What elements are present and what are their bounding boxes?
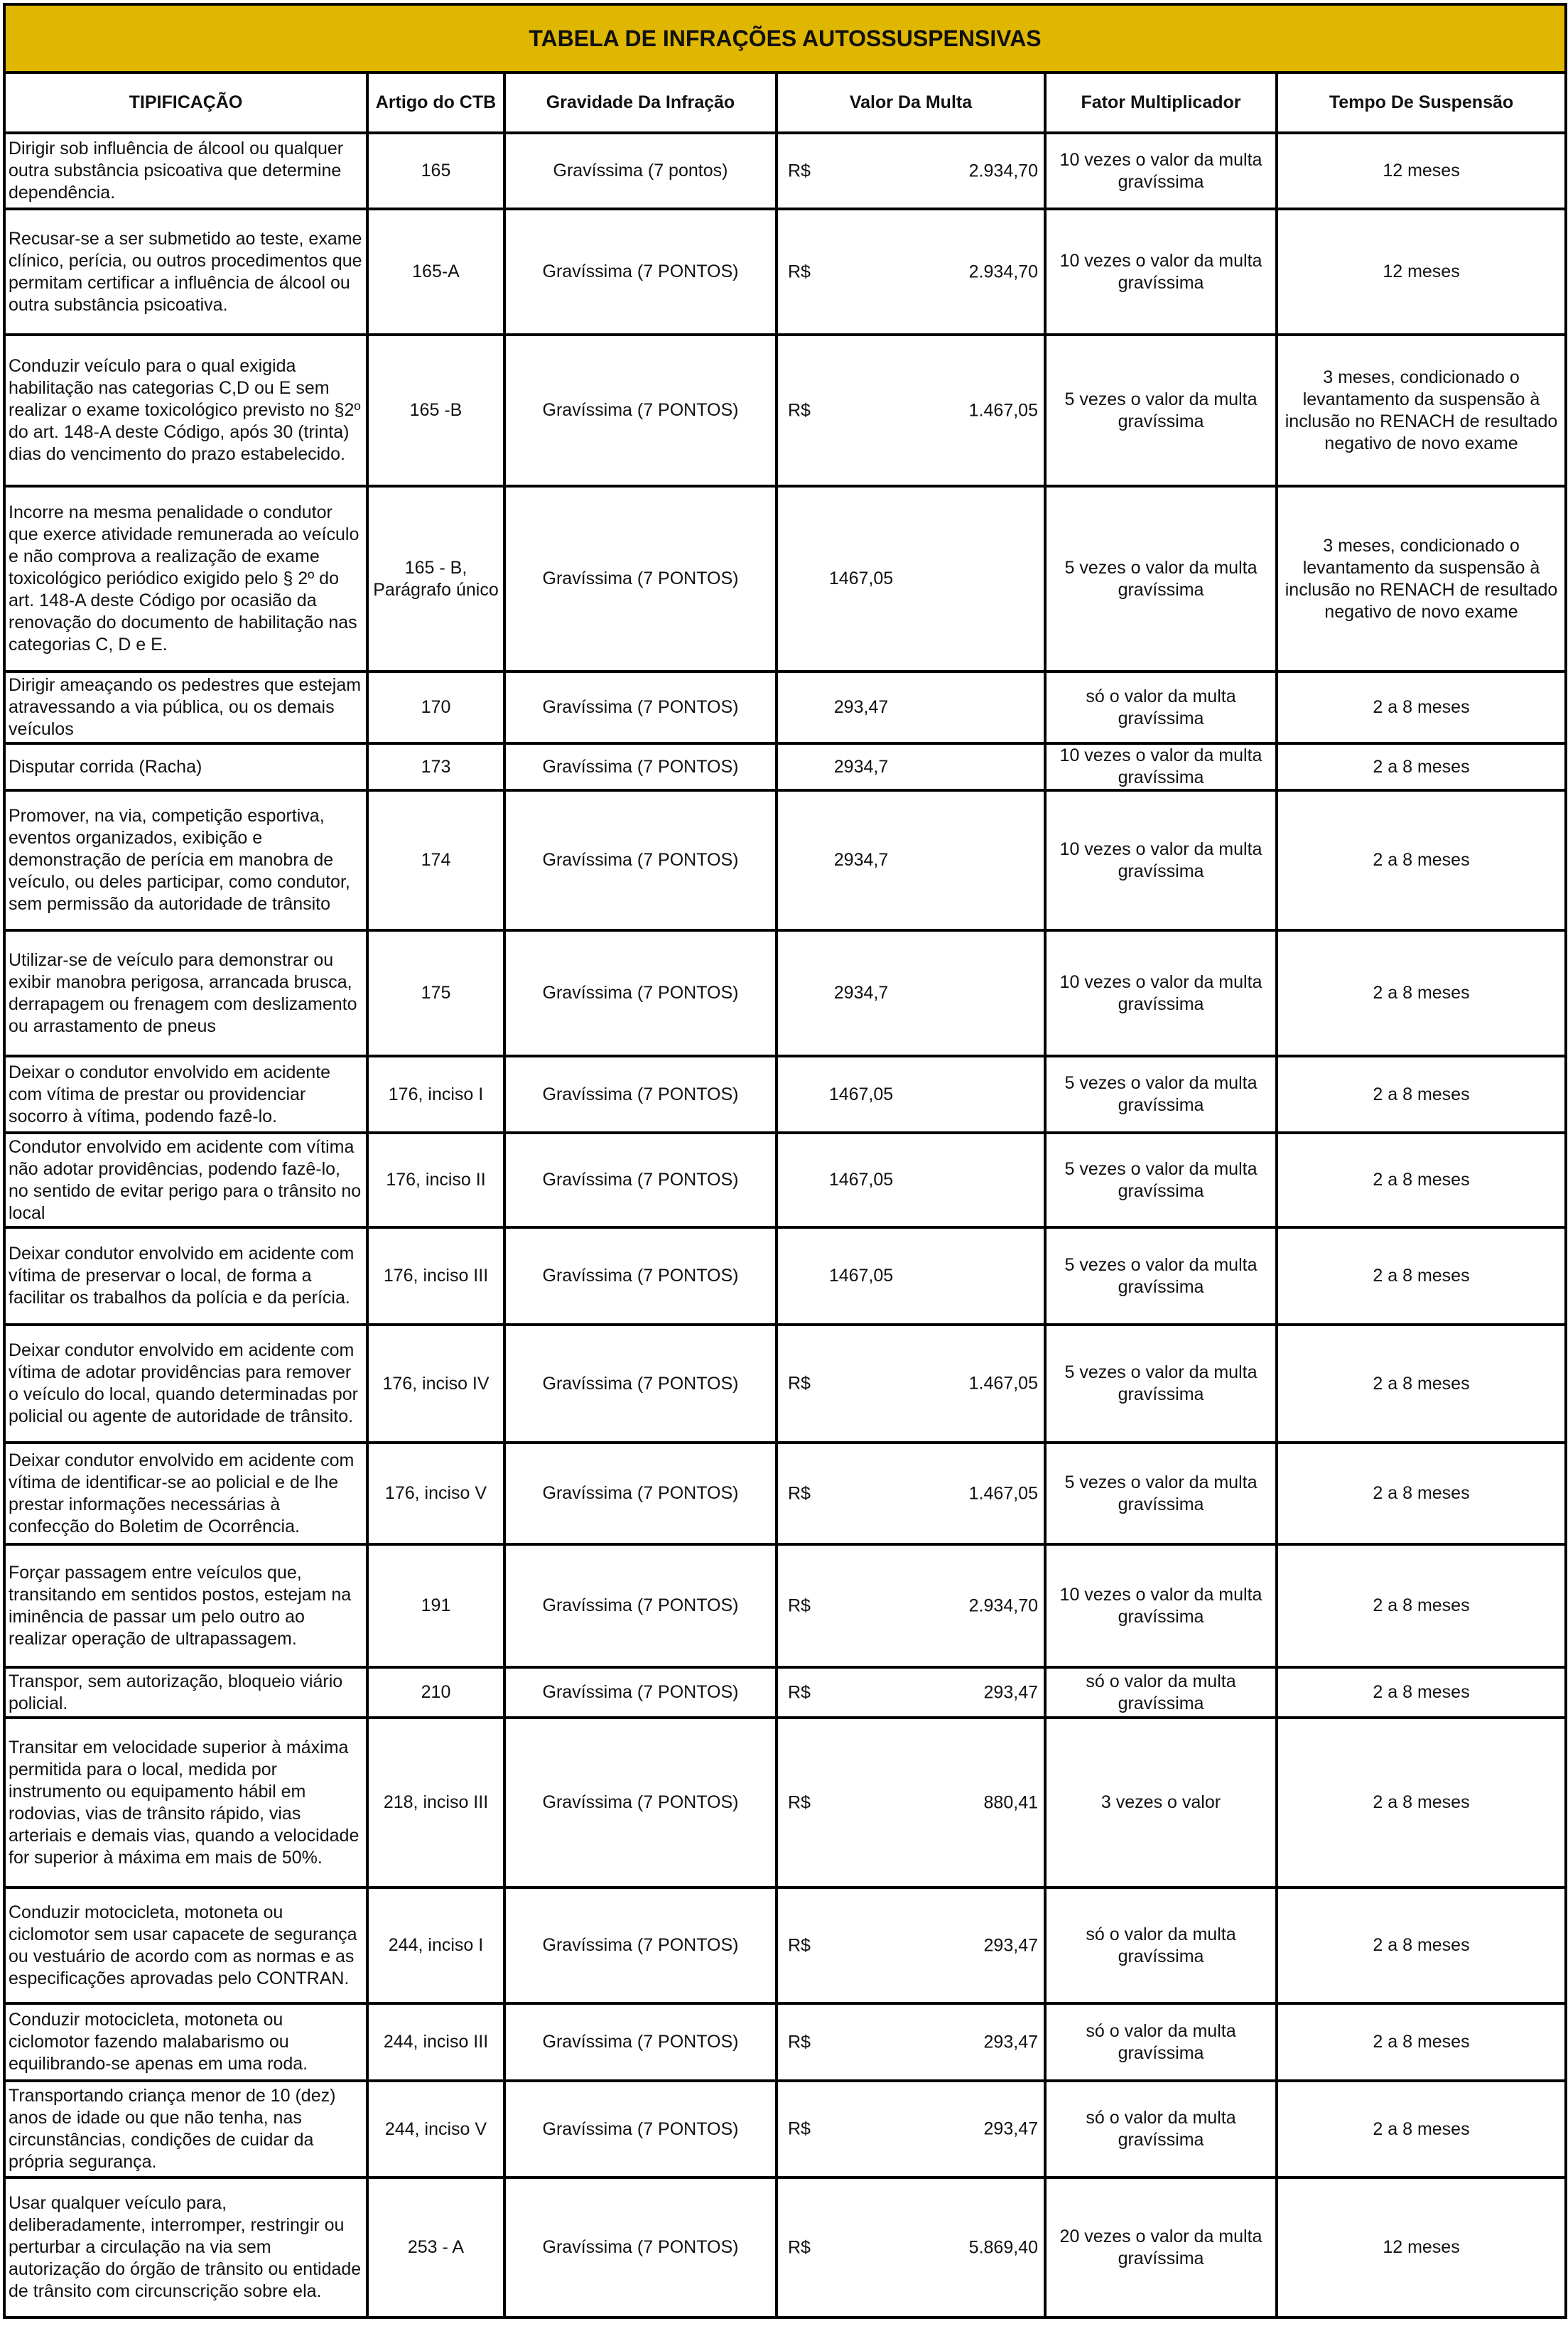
fine-amount: 1.467,05 <box>968 1483 1038 1503</box>
cell-fator: só o valor da multa gravíssima <box>1045 672 1277 743</box>
table-row <box>4 1718 1566 1888</box>
table-row <box>4 930 1566 1056</box>
cell-fator: 10 vezes o valor da multa gravíssima <box>1045 209 1277 335</box>
cell-gravidade: Gravíssima (7 PONTOS) <box>504 335 777 486</box>
cell-tempo: 2 a 8 meses <box>1277 1443 1566 1544</box>
cell-valor <box>777 1718 1045 1888</box>
cell-gravidade: Gravíssima (7 PONTOS) <box>504 1133 777 1227</box>
table-row <box>4 790 1566 930</box>
cell-fator: 10 vezes o valor da multa gravíssima <box>1045 1544 1277 1667</box>
header-artigo: Artigo do CTB <box>367 72 504 133</box>
table-row <box>4 335 1566 486</box>
fine-amount: 2.934,70 <box>968 262 1038 281</box>
header-fator: Fator Multiplicador <box>1045 72 1277 133</box>
cell-artigo: 165 -B <box>367 335 504 486</box>
cell-tempo: 2 a 8 meses <box>1277 1718 1566 1888</box>
cell-tempo: 2 a 8 meses <box>1277 1056 1566 1133</box>
table-row <box>4 1056 1566 1133</box>
cell-artigo: 176, inciso I <box>367 1056 504 1133</box>
fine-amount: 2.934,70 <box>968 161 1038 181</box>
cell-artigo: 170 <box>367 672 504 743</box>
cell-tipificacao: Deixar condutor envolvido em acidente com vítima de preservar o local, de forma a facilitar os trabalhos da polícia e da perícia. <box>4 1227 367 1325</box>
cell-tipificacao: Deixar o condutor envolvido em acidente com vítima de prestar ou providenciar socorro à vítima, podendo fazê-lo. <box>4 1056 367 1133</box>
cell-tipificacao: Conduzir motocicleta, motoneta ou ciclomotor fazendo malabarismo ou equilibrando-se apenas em uma roda. <box>4 2003 367 2081</box>
fine-amount: 293,47 <box>983 1682 1038 1702</box>
cell-fator: 5 vezes o valor da multa gravíssima <box>1045 1227 1277 1325</box>
fine-amount: 293,47 <box>833 697 889 717</box>
cell-tipificacao: Disputar corrida (Racha) <box>4 743 367 790</box>
fine-amount: 293,47 <box>983 2118 1038 2139</box>
table-row <box>4 209 1566 335</box>
cell-valor <box>777 335 1045 486</box>
fine-amount: 2934,7 <box>833 983 889 1003</box>
cell-tipificacao: Conduzir veículo para o qual exigida habilitação nas categorias C,D ou E sem realizar o exame toxicológico previsto no §2º do art. 148-A deste Código, após 30 (trinta) dias do vencimento do prazo estabelecido. <box>4 335 367 486</box>
fine-amount: 1467,05 <box>828 569 894 588</box>
cell-tempo: 12 meses <box>1277 133 1566 209</box>
cell-gravidade: Gravíssima (7 PONTOS) <box>504 1888 777 2003</box>
currency-symbol: R$ <box>788 2118 811 2139</box>
fine-amount: 1467,05 <box>828 1266 894 1286</box>
table-row <box>4 1544 1566 1667</box>
table-row <box>4 2081 1566 2177</box>
currency-symbol: R$ <box>788 1682 811 1702</box>
cell-fator: só o valor da multa gravíssima <box>1045 1888 1277 2003</box>
cell-artigo: 176, inciso II <box>367 1133 504 1227</box>
cell-valor <box>777 1443 1045 1544</box>
currency-symbol: R$ <box>788 262 811 281</box>
cell-tempo: 2 a 8 meses <box>1277 2081 1566 2177</box>
fine-amount: 293,47 <box>983 1935 1038 1955</box>
cell-tipificacao: Promover, na via, competição esportiva, eventos organizados, exibição e demonstração de perícia em manobra de veículo, ou deles participar, como condutor, sem permissão da autoridade de trânsito <box>4 790 367 930</box>
cell-valor <box>777 1544 1045 1667</box>
currency-symbol: R$ <box>788 1373 811 1394</box>
table-row <box>4 1227 1566 1325</box>
cell-artigo: 175 <box>367 930 504 1056</box>
cell-fator: 10 vezes o valor da multa gravíssima <box>1045 930 1277 1056</box>
cell-tempo: 3 meses, condicionado o levantamento da suspensão à inclusão no RENACH de resultado negativo de novo exame <box>1277 335 1566 486</box>
cell-gravidade: Gravíssima (7 PONTOS) <box>504 486 777 672</box>
cell-tipificacao: Deixar condutor envolvido em acidente com vítima de adotar providências para remover o veículo do local, quando determinadas por policial ou agente de autoridade de trânsito. <box>4 1325 367 1443</box>
cell-fator: 5 vezes o valor da multa gravíssima <box>1045 486 1277 672</box>
cell-valor <box>777 486 1045 672</box>
table-title: TABELA DE INFRAÇÕES AUTOSSUSPENSIVAS <box>4 4 1566 72</box>
cell-fator: 5 vezes o valor da multa gravíssima <box>1045 335 1277 486</box>
cell-tempo: 2 a 8 meses <box>1277 1325 1566 1443</box>
currency-symbol: R$ <box>788 2032 811 2052</box>
cell-gravidade: Gravíssima (7 PONTOS) <box>504 1443 777 1544</box>
cell-tipificacao: Transpor, sem autorização, bloqueio viário policial. <box>4 1667 367 1718</box>
cell-valor <box>777 790 1045 930</box>
cell-tipificacao: Utilizar-se de veículo para demonstrar ou exibir manobra perigosa, arrancada brusca, derrapagem ou frenagem com deslizamento ou arrastamento de pneus <box>4 930 367 1056</box>
cell-tipificacao: Conduzir motocicleta, motoneta ou ciclomotor sem usar capacete de segurança ou vestuário de acordo com as normas e as especificações aprovadas pelo CONTRAN. <box>4 1888 367 2003</box>
cell-gravidade: Gravíssima (7 PONTOS) <box>504 790 777 930</box>
cell-tempo: 12 meses <box>1277 209 1566 335</box>
cell-artigo: 244, inciso V <box>367 2081 504 2177</box>
cell-valor <box>777 209 1045 335</box>
fine-amount: 5.869,40 <box>968 2237 1038 2257</box>
cell-artigo: 176, inciso III <box>367 1227 504 1325</box>
table-row <box>4 2003 1566 2081</box>
cell-valor <box>777 743 1045 790</box>
table-body <box>4 133 1566 2317</box>
cell-gravidade: Gravíssima (7 PONTOS) <box>504 1325 777 1443</box>
cell-artigo: 253 - A <box>367 2177 504 2317</box>
cell-artigo: 165-A <box>367 209 504 335</box>
cell-fator: 5 vezes o valor da multa gravíssima <box>1045 1056 1277 1133</box>
currency-symbol: R$ <box>788 161 811 181</box>
header-tempo: Tempo De Suspensão <box>1277 72 1566 133</box>
cell-artigo: 176, inciso V <box>367 1443 504 1544</box>
cell-artigo: 174 <box>367 790 504 930</box>
table-row <box>4 1325 1566 1443</box>
cell-fator: 10 vezes o valor da multa gravíssima <box>1045 790 1277 930</box>
cell-gravidade: Gravíssima (7 PONTOS) <box>504 930 777 1056</box>
cell-artigo: 218, inciso III <box>367 1718 504 1888</box>
cell-gravidade: Gravíssima (7 pontos) <box>504 133 777 209</box>
cell-fator: só o valor da multa gravíssima <box>1045 2081 1277 2177</box>
table-row <box>4 1443 1566 1544</box>
header-tipificacao: TIPIFICAÇÃO <box>4 72 367 133</box>
cell-tipificacao: Condutor envolvido em acidente com vítima não adotar providências, podendo fazê-lo, no sentido de evitar perigo para o trânsito no local <box>4 1133 367 1227</box>
cell-gravidade: Gravíssima (7 PONTOS) <box>504 743 777 790</box>
cell-tempo: 2 a 8 meses <box>1277 1667 1566 1718</box>
currency-symbol: R$ <box>788 1792 811 1812</box>
cell-fator: só o valor da multa gravíssima <box>1045 1667 1277 1718</box>
fine-amount: 880,41 <box>983 1792 1038 1812</box>
cell-gravidade: Gravíssima (7 PONTOS) <box>504 2177 777 2317</box>
fine-amount: 1467,05 <box>828 1084 894 1104</box>
cell-valor <box>777 1227 1045 1325</box>
cell-tempo: 12 meses <box>1277 2177 1566 2317</box>
cell-tipificacao: Dirigir ameaçando os pedestres que estejam atravessando a via pública, ou os demais veículos <box>4 672 367 743</box>
cell-tempo: 2 a 8 meses <box>1277 743 1566 790</box>
fine-amount: 1.467,05 <box>968 400 1038 420</box>
cell-valor <box>777 2081 1045 2177</box>
cell-tipificacao: Transitar em velocidade superior à máxima permitida para o local, medida por instrumento ou equipamento hábil em rodovias, vias de trânsito rápido, vias arteriais e demais vias, quando a velocidade for superior à máxima em mais de 50%. <box>4 1718 367 1888</box>
cell-artigo: 165 <box>367 133 504 209</box>
fine-amount: 1.467,05 <box>968 1373 1038 1394</box>
cell-tempo: 2 a 8 meses <box>1277 790 1566 930</box>
currency-symbol: R$ <box>788 1483 811 1503</box>
cell-valor <box>777 1325 1045 1443</box>
fine-amount: 2.934,70 <box>968 1595 1038 1615</box>
cell-tempo: 2 a 8 meses <box>1277 930 1566 1056</box>
table-row <box>4 486 1566 672</box>
table-row <box>4 1667 1566 1718</box>
cell-valor <box>777 1133 1045 1227</box>
table-row <box>4 672 1566 743</box>
cell-fator: 20 vezes o valor da multa gravíssima <box>1045 2177 1277 2317</box>
cell-artigo: 191 <box>367 1544 504 1667</box>
cell-artigo: 176, inciso IV <box>367 1325 504 1443</box>
cell-fator: 5 vezes o valor da multa gravíssima <box>1045 1443 1277 1544</box>
cell-tipificacao: Recusar-se a ser submetido ao teste, exame clínico, perícia, ou outros procedimentos que permitam certificar a influência de álcool ou outra substância psicoativa. <box>4 209 367 335</box>
cell-tipificacao: Usar qualquer veículo para, deliberadamente, interromper, restringir ou perturbar a circulação na via sem autorização do órgão de trânsito ou entidade de trânsito com circunscrição sobre ela. <box>4 2177 367 2317</box>
cell-gravidade: Gravíssima (7 PONTOS) <box>504 209 777 335</box>
cell-gravidade: Gravíssima (7 PONTOS) <box>504 1227 777 1325</box>
cell-tipificacao: Deixar condutor envolvido em acidente com vítima de identificar-se ao policial e de lhe prestar informações necessárias à confecção do Boletim de Ocorrência. <box>4 1443 367 1544</box>
fine-amount: 293,47 <box>983 2032 1038 2052</box>
cell-gravidade: Gravíssima (7 PONTOS) <box>504 672 777 743</box>
currency-symbol: R$ <box>788 2237 811 2257</box>
fine-amount: 2934,7 <box>833 756 889 777</box>
cell-artigo: 210 <box>367 1667 504 1718</box>
cell-valor <box>777 2177 1045 2317</box>
cell-tipificacao: Dirigir sob influência de álcool ou qualquer outra substância psicoativa que determine dependência. <box>4 133 367 209</box>
cell-valor <box>777 1888 1045 2003</box>
cell-artigo: 165 - B, Parágrafo único <box>367 486 504 672</box>
fine-amount: 1467,05 <box>828 1170 894 1190</box>
table-row <box>4 133 1566 209</box>
cell-fator: 3 vezes o valor <box>1045 1718 1277 1888</box>
cell-gravidade: Gravíssima (7 PONTOS) <box>504 1667 777 1718</box>
cell-valor <box>777 930 1045 1056</box>
table-row <box>4 2177 1566 2317</box>
cell-artigo: 173 <box>367 743 504 790</box>
table-row <box>4 1888 1566 2003</box>
table-row <box>4 1133 1566 1227</box>
cell-valor <box>777 672 1045 743</box>
cell-gravidade: Gravíssima (7 PONTOS) <box>504 2081 777 2177</box>
cell-artigo: 244, inciso III <box>367 2003 504 2081</box>
cell-valor <box>777 1056 1045 1133</box>
cell-tempo: 2 a 8 meses <box>1277 1227 1566 1325</box>
cell-artigo: 244, inciso I <box>367 1888 504 2003</box>
cell-tipificacao: Transportando criança menor de 10 (dez) anos de idade ou que não tenha, nas circunstâncias, condições de cuidar da própria segurança. <box>4 2081 367 2177</box>
fine-amount: 2934,7 <box>833 850 889 870</box>
currency-symbol: R$ <box>788 1595 811 1615</box>
cell-tipificacao: Incorre na mesma penalidade o condutor que exerce atividade remunerada ao veículo e não comprova a realização de exame toxicológico periódico exigido pelo § 2º do art. 148-A deste Código por ocasião da renovação do documento de habilitação nas categorias C, D e E. <box>4 486 367 672</box>
cell-fator: só o valor da multa gravíssima <box>1045 2003 1277 2081</box>
cell-tempo: 2 a 8 meses <box>1277 2003 1566 2081</box>
cell-fator: 5 vezes o valor da multa gravíssima <box>1045 1133 1277 1227</box>
header-valor: Valor Da Multa <box>777 72 1045 133</box>
cell-valor <box>777 2003 1045 2081</box>
cell-fator: 10 vezes o valor da multa gravíssima <box>1045 743 1277 790</box>
cell-gravidade: Gravíssima (7 PONTOS) <box>504 2003 777 2081</box>
cell-tempo: 2 a 8 meses <box>1277 1888 1566 2003</box>
cell-tempo: 2 a 8 meses <box>1277 1544 1566 1667</box>
cell-gravidade: Gravíssima (7 PONTOS) <box>504 1056 777 1133</box>
table-row <box>4 743 1566 790</box>
infractions-table <box>3 3 1567 2319</box>
header-gravidade: Gravidade Da Infração <box>504 72 777 133</box>
cell-tipificacao: Forçar passagem entre veículos que, transitando em sentidos postos, estejam na iminência de passar um pelo outro ao realizar operação de ultrapassagem. <box>4 1544 367 1667</box>
currency-symbol: R$ <box>788 400 811 420</box>
cell-fator: 5 vezes o valor da multa gravíssima <box>1045 1325 1277 1443</box>
cell-tempo: 3 meses, condicionado o levantamento da suspensão à inclusão no RENACH de resultado negativo de novo exame <box>1277 486 1566 672</box>
cell-gravidade: Gravíssima (7 PONTOS) <box>504 1718 777 1888</box>
cell-valor <box>777 133 1045 209</box>
cell-fator: 10 vezes o valor da multa gravíssima <box>1045 133 1277 209</box>
cell-tempo: 2 a 8 meses <box>1277 1133 1566 1227</box>
cell-tempo: 2 a 8 meses <box>1277 672 1566 743</box>
cell-valor <box>777 1667 1045 1718</box>
currency-symbol: R$ <box>788 1935 811 1955</box>
cell-gravidade: Gravíssima (7 PONTOS) <box>504 1544 777 1667</box>
